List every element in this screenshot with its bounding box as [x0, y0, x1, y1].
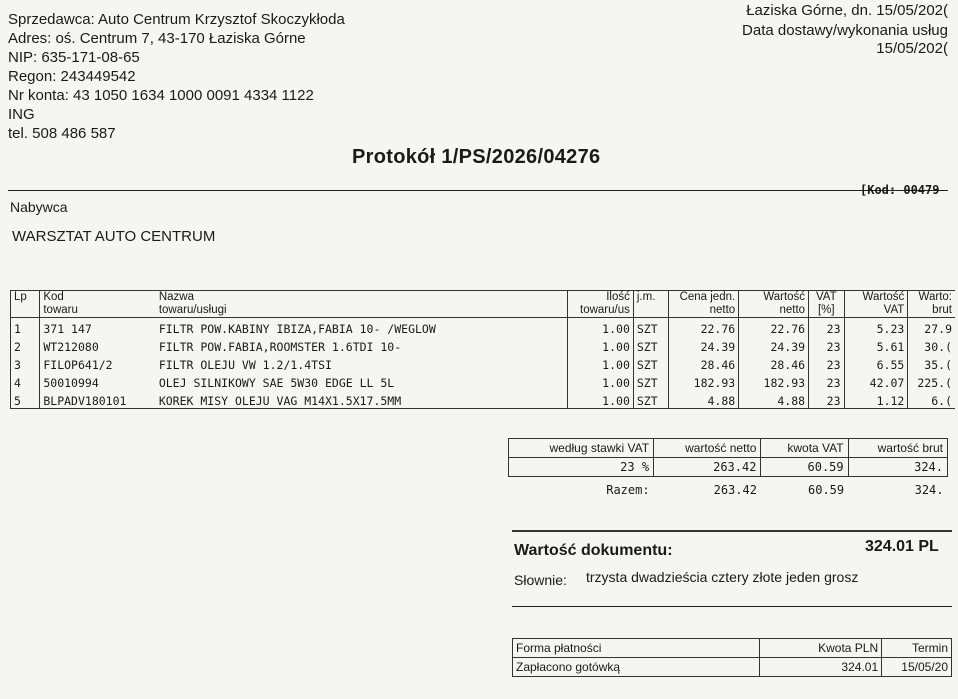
doc-value-top-line	[512, 530, 952, 532]
cell-lp: 4	[11, 372, 40, 390]
cell-vat: 23	[809, 372, 844, 390]
col-wartosc-sublabel: netto	[779, 304, 806, 316]
vat-rate: 23 %	[509, 458, 654, 477]
cell-lp: 1	[11, 318, 40, 337]
cell-vat: 23	[809, 336, 844, 354]
col-cena-sublabel: netto	[709, 304, 736, 316]
cell-wartosc: 24.39	[739, 336, 809, 354]
seller-regon: Regon: 243449542	[8, 68, 136, 85]
cell-lp: 5	[11, 390, 40, 409]
cell-brutto: 225.(	[908, 372, 955, 390]
cell-vat: 23	[809, 318, 844, 337]
place-date: Łaziska Górne, dn. 15/05/202(	[746, 2, 948, 19]
cell-wartosc: 182.93	[739, 372, 809, 390]
payment-due: 15/05/20	[882, 658, 952, 677]
cell-wvat: 5.61	[844, 336, 908, 354]
payment-amount: 324.01	[760, 658, 882, 677]
cell-ilosc: 1.00	[568, 318, 634, 337]
col-vat-label: VAT	[815, 291, 837, 303]
payment-amount-header: Kwota PLN	[760, 639, 882, 658]
col-brutto	[908, 291, 955, 318]
cell-cena: 28.46	[669, 354, 739, 372]
slownie-text: trzysta dwadzieścia cztery złote jeden grosz	[586, 569, 859, 585]
table-row	[11, 390, 956, 409]
cell-ilosc: 1.00	[568, 336, 634, 354]
slownie-underline	[512, 606, 952, 607]
cell-wvat: 42.07	[844, 372, 908, 390]
vat-total-brutto: 324.	[914, 483, 944, 497]
vat-summary-table	[508, 438, 948, 503]
cell-wartosc: 22.76	[739, 318, 809, 337]
cell-ilosc: 1.00	[568, 372, 634, 390]
cell-kod: BLPADV180101	[40, 390, 156, 409]
col-ilosc-sublabel: towaru/us	[580, 304, 630, 316]
seller-block	[8, 10, 345, 143]
vat-netto: 263.42	[654, 458, 761, 477]
col-ilosc	[568, 291, 634, 318]
cell-wartosc: 4.88	[739, 390, 809, 409]
col-brutto-label: Warto:	[918, 291, 952, 303]
table-row	[11, 372, 956, 390]
vat-amount: 60.59	[761, 458, 848, 477]
vat-netto-header: wartość netto	[654, 439, 761, 458]
seller-address: Adres: oś. Centrum 7, 43-170 Łaziska Górne	[8, 30, 306, 47]
col-jm	[633, 291, 668, 318]
cell-nazwa: KOREK MISY OLEJU VAG M14X1.5X17.5MM	[156, 390, 568, 409]
col-wvat-label: Wartość	[862, 291, 905, 303]
col-wartosc	[739, 291, 809, 318]
cell-wvat: 5.23	[844, 318, 908, 337]
vat-brutto: 324.	[848, 458, 947, 477]
cell-lp: 3	[11, 354, 40, 372]
document-title: Protokół 1/PS/2026/04276	[352, 146, 601, 168]
col-kod	[40, 291, 156, 318]
col-nazwa-label: Nazwa	[158, 291, 194, 303]
buyer-label: Nabywca	[10, 199, 68, 215]
payment-table	[512, 638, 952, 677]
cell-jm: SZT	[633, 372, 668, 390]
cell-cena: 4.88	[669, 390, 739, 409]
cell-cena: 182.93	[669, 372, 739, 390]
seller-account: Nr konta: 43 1050 1634 1000 0091 4334 1122	[8, 87, 314, 104]
table-row	[11, 336, 956, 354]
col-kod-label: Kod	[43, 291, 64, 303]
buyer-code: [Kod: 00479	[860, 183, 940, 197]
seller-name: Sprzedawca: Auto Centrum Krzysztof Skoczykłoda	[8, 11, 345, 28]
cell-wvat: 1.12	[844, 390, 908, 409]
cell-jm: SZT	[633, 354, 668, 372]
cell-vat: 23	[809, 390, 844, 409]
cell-brutto: 27.9	[908, 318, 955, 337]
cell-vat: 23	[809, 354, 844, 372]
col-cena	[669, 291, 739, 318]
col-wvat	[844, 291, 908, 318]
col-kod-sublabel: towaru	[43, 304, 78, 316]
cell-brutto: 6.(	[908, 390, 955, 409]
col-wvat-sublabel: VAT	[883, 304, 905, 316]
col-brutto-sublabel: brut	[932, 304, 952, 316]
payment-row	[513, 658, 952, 677]
delivery-label: Data dostawy/wykonania usług	[742, 22, 948, 39]
table-row	[11, 318, 956, 337]
cell-cena: 24.39	[669, 336, 739, 354]
col-ilosc-label: Ilość	[606, 291, 630, 303]
col-nazwa	[156, 291, 568, 318]
cell-kod: FILOP641/2	[40, 354, 156, 372]
buyer-divider	[8, 190, 948, 191]
col-lp-label: Lp	[14, 291, 27, 303]
vat-brutto-header: wartość brut	[848, 439, 947, 458]
col-jm-label: j.m.	[636, 291, 656, 303]
cell-lp: 2	[11, 336, 40, 354]
vat-summary-row	[509, 458, 948, 477]
vat-total-row	[509, 477, 948, 504]
payment-method-header: Forma płatności	[513, 639, 760, 658]
vat-amount-header: kwota VAT	[761, 439, 848, 458]
cell-nazwa: FILTR POW.KABINY IBIZA,FABIA 10- /WEGLOW	[158, 322, 436, 336]
cell-wvat: 6.55	[844, 354, 908, 372]
seller-phone: tel. 508 486 587	[8, 125, 116, 142]
payment-due-header: Termin	[882, 639, 952, 658]
doc-value-label: Wartość dokumentu:	[514, 542, 673, 559]
seller-nip: NIP: 635-171-08-65	[8, 49, 140, 66]
cell-cena: 22.76	[669, 318, 739, 337]
cell-jm: SZT	[633, 336, 668, 354]
payment-method: Zapłacono gotówką	[513, 658, 760, 677]
seller-bank: ING	[8, 106, 35, 123]
col-vat	[809, 291, 844, 318]
col-wartosc-label: Wartość	[763, 291, 806, 303]
cell-ilosc: 1.00	[568, 354, 634, 372]
items-table	[10, 290, 955, 409]
cell-nazwa: FILTR POW.FABIA,ROOMSTER 1.6TDI 10-	[158, 340, 402, 354]
vat-total-netto: 263.42	[713, 483, 757, 497]
cell-jm: SZT	[633, 318, 668, 337]
cell-nazwa: FILTR OLEJU VW 1.2/1.4TSI	[158, 358, 332, 372]
cell-nazwa: OLEJ SILNIKOWY SAE 5W30 EDGE LL 5L	[158, 376, 395, 390]
col-vat-sublabel: [%]	[817, 304, 835, 316]
buyer-name: WARSZTAT AUTO CENTRUM	[12, 228, 216, 245]
col-cena-label: Cena jedn.	[679, 291, 736, 303]
cell-wartosc: 28.46	[739, 354, 809, 372]
cell-ilosc: 1.00	[568, 390, 634, 409]
delivery-date: 15/05/202(	[876, 40, 948, 57]
slownie-label: Słownie:	[514, 572, 567, 588]
vat-rate-header: według stawki VAT	[509, 439, 654, 458]
table-row	[11, 354, 956, 372]
cell-kod: 50010994	[40, 372, 156, 390]
cell-brutto: 35.(	[908, 354, 955, 372]
vat-total-amount: 60.59	[808, 483, 845, 497]
col-lp	[11, 291, 40, 318]
cell-kod: WT212080	[40, 336, 156, 354]
vat-total-label: Razem:	[606, 483, 650, 497]
cell-brutto: 30.(	[908, 336, 955, 354]
cell-kod: 371 147	[40, 318, 156, 337]
doc-value-amount: 324.01 PL	[865, 538, 939, 555]
col-nazwa-sublabel: towaru/usługi	[158, 304, 227, 316]
cell-jm: SZT	[633, 390, 668, 409]
